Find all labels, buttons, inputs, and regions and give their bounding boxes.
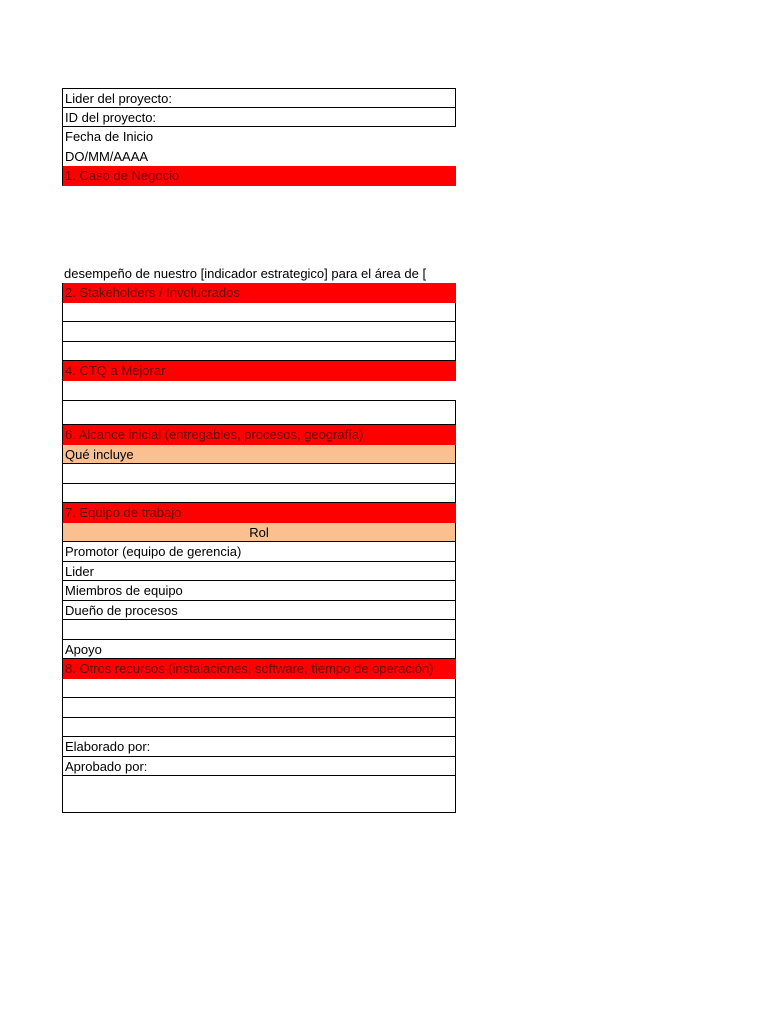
prepared-by-row[interactable] xyxy=(62,737,456,757)
scope-includes-row xyxy=(62,445,456,465)
stakeholder-row-2[interactable] xyxy=(62,322,456,342)
section-team-title: 7. Equipo de trabajo xyxy=(65,505,182,520)
section-stakeholders-title: 2. Stakeholders / Involucrados xyxy=(65,285,240,300)
team-role-row[interactable] xyxy=(62,640,456,660)
leader-row[interactable] xyxy=(62,88,456,108)
team-role-name: Lider xyxy=(65,563,94,579)
stakeholder-row-3[interactable] xyxy=(62,342,456,362)
section-scope-title: 6. Alcance inicial (entregables, procesos, geografía) xyxy=(65,427,364,442)
start-date-row[interactable] xyxy=(62,127,456,147)
date-format-value: DO/MM/AAAA xyxy=(65,148,149,164)
team-role-label: Rol xyxy=(249,524,269,540)
project-id-label: ID del proyecto: xyxy=(65,109,157,125)
team-role-row[interactable] xyxy=(62,620,456,640)
scope-row-1[interactable] xyxy=(62,464,456,484)
team-role-name: Apoyo xyxy=(65,641,102,657)
approved-by-row[interactable] xyxy=(62,757,456,777)
team-role-row[interactable] xyxy=(62,542,456,562)
approved-by-label: Aprobado por: xyxy=(65,758,148,774)
scope-row-2[interactable] xyxy=(62,484,456,504)
business-case-text: desempeño de nuestro [indicador estrategico] para el área de [ xyxy=(64,265,427,281)
section-business-case-title: 1. Caso de Negocio xyxy=(65,168,180,183)
section-resources-header xyxy=(62,659,456,679)
ctq-row-1[interactable] xyxy=(62,381,456,401)
resources-row-1[interactable] xyxy=(62,679,456,699)
leader-label: Lider del proyecto: xyxy=(65,91,172,106)
section-stakeholders-header xyxy=(62,283,456,303)
team-role-name: Promotor (equipo de gerencia) xyxy=(65,544,242,559)
ctq-row-2[interactable] xyxy=(62,400,456,425)
team-role-row[interactable] xyxy=(62,562,456,582)
section-team-header xyxy=(62,503,456,523)
section-business-case-header xyxy=(62,166,456,186)
business-case-area[interactable] xyxy=(62,186,456,264)
team-role-row[interactable] xyxy=(62,601,456,621)
project-id-row[interactable] xyxy=(62,108,456,128)
section-ctq-title: 4. CTQ a Mejorar xyxy=(65,363,166,378)
team-role-name: Miembros de equipo xyxy=(65,583,183,598)
project-charter-sheet xyxy=(62,88,456,813)
scope-includes-label: Qué incluye xyxy=(65,446,134,462)
stakeholder-row-1[interactable] xyxy=(62,303,456,323)
team-role-name: Dueño de procesos xyxy=(65,602,178,618)
start-date-label: Fecha de Inicio xyxy=(65,129,154,144)
team-role-header xyxy=(62,523,456,543)
prepared-by-label: Elaborado por: xyxy=(65,739,151,754)
date-format-row[interactable] xyxy=(62,147,456,167)
signature-area[interactable] xyxy=(62,776,456,813)
section-resources-title: 8. Otros recursos (instalaciones, software, tiempo de operación) xyxy=(65,661,434,676)
section-ctq-header xyxy=(62,361,456,381)
resources-row-3[interactable] xyxy=(62,718,456,738)
business-case-text-row[interactable] xyxy=(62,264,462,284)
resources-row-2[interactable] xyxy=(62,698,456,718)
section-scope-header xyxy=(62,425,456,445)
team-role-row[interactable] xyxy=(62,581,456,601)
